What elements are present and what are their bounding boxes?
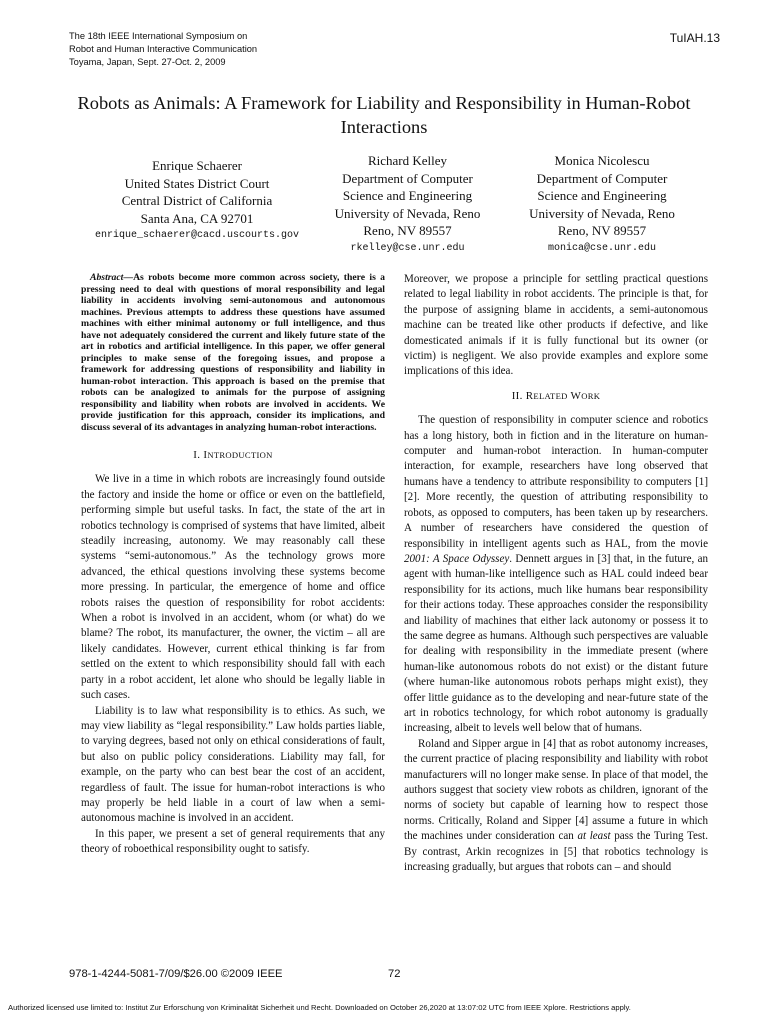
abstract: [81, 272, 385, 433]
conference-line: Robot and Human Interactive Communication: [69, 44, 258, 54]
right-column: [404, 272, 708, 875]
license-notice: Authorized licensed use limited to: Institut Zur Erforschung von Kriminalität Sicherheit und Recht. Downloaded on October 26,2020 at 13:07:02 UTC from IEEE Xplore. Restrictions apply.: [8, 1003, 631, 1012]
paragraph-text: Roland and Sipper argue in [4] that as robot autonomy increases, the current practice of placing responsibility and liability with robot manufacturers will no longer make sense. In place of that model, the authors suggest that society view robots as children, ignorant of the norms of society but capable of learning how to respect those norms. Critically, Roland and Sipper [4] assume a future in which the machines under consideration can: [404, 737, 708, 843]
author-affiliation: Reno, NV 89557: [363, 223, 452, 239]
author-block: [68, 157, 326, 244]
intro-paragraph: In this paper, we present a set of general requirements that any theory of roboethical responsibility ought to satisfy.: [81, 827, 385, 856]
author-affiliation: Central District of California: [121, 193, 273, 209]
author-name: Enrique Schaerer: [152, 158, 242, 173]
section-heading-rest: ELATED: [533, 390, 568, 401]
section-heading-introduction: [81, 448, 385, 463]
conference-line: Toyama, Japan, Sept. 27-Oct. 2, 2009: [69, 57, 226, 67]
author-email: rkelley@cse.unr.edu: [350, 242, 465, 254]
conference-info: [69, 30, 257, 69]
author-affiliation: Santa Ana, CA 92701: [140, 210, 254, 226]
author-email: monica@cse.unr.edu: [547, 242, 657, 254]
abstract-text: As robots become more common across society, there is a pressing need to deal with questions of moral responsibility and legal liability in accidents involving semi-autonomous and autonomous machines. Previous attempts to address these questions have assumed machines with either minimal autonomy or full intelligence, and thus have not adequately considered the current and likely future state of the art in robotics and artificial intelligence. In this paper, we offer general principles to make sense of the foregoing issues, and propose a framework for addressing questions of responsibility and liability in human-robot interaction. This approach is based on the premise that robots can be analogized to animals for the purpose of assigning responsibility and liability when robots are involved in accidents. We provide justification for this approach, consider its implications, and discuss several of its advantages in analyzing human-robot interactions.: [81, 272, 385, 433]
related-paragraph: [404, 413, 708, 737]
author-email: enrique_schaerer@cacd.uscourts.gov: [94, 230, 300, 242]
section-heading-initial: W: [570, 389, 582, 402]
abstract-label: Abstract: [90, 272, 124, 283]
author-affiliation: Reno, NV 89557: [557, 223, 647, 239]
section-heading-initial: I: [203, 449, 208, 461]
page-number: 72: [388, 968, 401, 980]
movie-title: 2001: A Space Odyssey: [404, 552, 510, 565]
section-numeral: II.: [511, 389, 523, 402]
section-heading-initial: R: [525, 389, 534, 402]
author-name: Richard Kelley: [367, 153, 448, 168]
related-paragraph: [404, 737, 708, 876]
left-column: [81, 272, 385, 858]
author-block: [502, 152, 702, 257]
footer-isbn: 978-1-4244-5081-7/09/$26.00 ©2009 IEEE: [69, 968, 283, 980]
paragraph-text: pass the Turing Test. By contrast, Arkin recognizes in [5] that robotics technology is increasing gradually, but argues that robots can – and should: [404, 830, 708, 874]
section-heading-rest: ORK: [581, 390, 601, 401]
paper-code: TuIAH.13: [669, 31, 720, 45]
intro-continuation: Moreover, we propose a principle for settling practical questions related to legal liability in robot accidents. The principle is that, for the purpose of assigning blame in accidents, a semi-autonomous machine can be treated like other products if defective, and like domesticated animals if it is fully functional but its owner (or victim) is negligent. We also provide examples and explore some implications of this idea.: [404, 273, 708, 378]
paragraph-text: . Dennett argues in [3] that, in the future, an agent with human-like intelligence such as HAL could indeed bear responsibility for its actions, much like humans bear responsibility for their actions today. These approaches consider the responsibility and liability of machines that either lack autonomy or possess it to the same degree as humans. Although such perspectives are valuable for dealing with responsibility in the immediate present (where human-like autonomous robots do not exist) or the distant future (where human-like autonomous robots perhaps might exist), they offer little guidance as to the developing and near-future state of the art in robotics technology, for which robot autonomy is gradually increasing, albeit to levels well below that of humans.: [404, 552, 709, 735]
author-affiliation: Department of Computer: [342, 170, 473, 186]
section-heading-related-work: [404, 389, 708, 404]
author-affiliation: Science and Engineering: [342, 188, 473, 204]
paragraph-text: The question of responsibility in computer science and robotics has a long history, both in fiction and in the literature on human-computer and human-robot interaction. In human-computer interaction, for example, researchers have long observed that humans have a tendency to attribute responsibility to computers [1] [2]. More recently, the question of attributing responsibility to robots, as opposed to computers, has been taken up by researchers. A number of researchers have considered the question of responsibility in intelligent agents such as HAL, from the movie: [404, 414, 708, 550]
author-name: Monica Nicolescu: [554, 153, 650, 168]
intro-paragraph: We live in a time in which robots are increasingly found outside the factory and inside the home or office or even on the battlefield, performing simple but useful tasks. In fact, the state of the art in robotics technology is comprised of systems that have limited, albeit steadily increasing, autonomy. We may reasonably call these systems “semi-autonomous.” As the technology grows more advanced, the ethical questions involving these systems become more pressing. In particular, the emergence of home and office robots raises the question of responsibility for robot accidents: When a robot is involved in an accident, whom (or what) do we blame? The robot, its manufacturer, the owner, the victim – all are likely candidates. However, current ethical thinking is far from settled on the extent to which responsibility should fall with each party in a robot accident, let alone who should be legally liable in such cases.: [81, 473, 385, 702]
author-affiliation: Department of Computer: [536, 170, 668, 186]
author-affiliation: Science and Engineering: [537, 188, 667, 204]
author-affiliation: University of Nevada, Reno: [334, 205, 481, 221]
section-heading-rest: NTRODUCTION: [207, 450, 273, 460]
intro-paragraph: Liability is to law what responsibility is to ethics. As such, we may view liability as “legal responsibility.” Law holds parties liable, to varying degrees, based not only on ethical considerations of fault, but also on public policy considerations. Liability may fall, for example, on the party who can best bear the cost of an accident, regardless of fault. The issue for human-robot interactions is who may properly be held liable in a court of law when a semi-autonomous machine is involved in an accident.: [81, 704, 385, 825]
author-affiliation: United States District Court: [124, 175, 270, 191]
section-numeral: I.: [193, 449, 201, 461]
author-block: [311, 152, 504, 257]
abstract-dash: —: [123, 272, 134, 283]
emphasis-text: at least: [577, 830, 611, 843]
author-affiliation: University of Nevada, Reno: [529, 205, 675, 221]
conference-line: The 18th IEEE International Symposium on: [69, 31, 248, 41]
paper-title: Robots as Animals: A Framework for Liability and Responsibility in Human-Robot Interactions: [77, 93, 691, 137]
